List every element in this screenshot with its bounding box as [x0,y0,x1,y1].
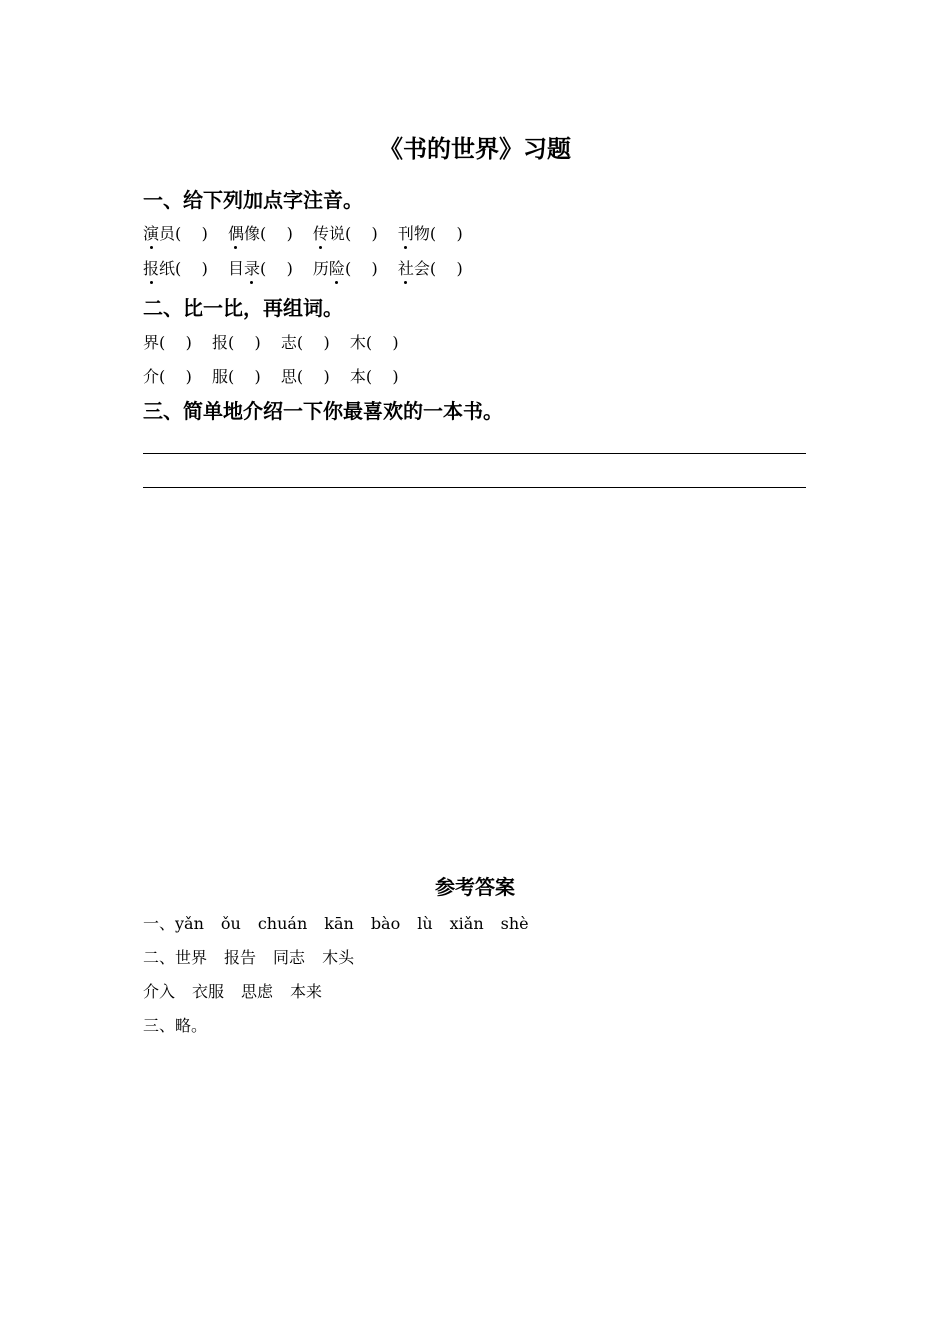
dotted-char: 报 [143,259,160,278]
compare-char: 介 [143,367,160,386]
compare-item [281,332,330,354]
section3-heading: 三、简单地介绍一下你最喜欢的一本书。 [143,399,503,423]
answer-pinyin: kān [324,914,354,933]
compare-char: 界 [143,333,160,352]
dotted-char: 社 [397,259,414,278]
writing-line [143,453,806,454]
answer-blank: ( ) [365,333,399,352]
answer-prefix: 一、 [143,914,176,933]
plain-char: 物 [413,224,430,243]
section1-row-2 [143,258,478,280]
answers-title: 参考答案 [435,875,515,899]
answer-blank: ( ) [227,333,261,352]
answer-pinyin: chuán [257,914,308,933]
compare-item [212,332,261,354]
answer-blank: ( ) [344,224,378,243]
answer-blank: ( ) [296,367,330,386]
plain-char: 员 [159,224,176,243]
answer-line-3 [143,981,322,1003]
section2-heading: 二、比一比，再组词。 [143,296,343,320]
compare-char: 本 [349,367,366,386]
answer-word: 思虑 [241,982,274,1001]
compare-char: 志 [280,333,297,352]
answer-blank: ( ) [429,259,463,278]
answer-word: 本来 [290,982,323,1001]
dotted-char: 演 [143,224,160,243]
compare-item [212,366,261,388]
compare-char: 服 [211,367,228,386]
answer-word: 世界 [175,948,208,967]
writing-line [143,487,806,488]
answer-line-1 [143,913,529,935]
dotted-char: 险 [328,259,345,278]
answer-blank: ( ) [159,333,192,352]
answer-pinyin: lù [417,914,433,933]
compare-item [350,366,399,388]
compare-item [281,366,330,388]
plain-char: 说 [328,224,345,243]
pinyin-item [398,223,463,245]
plain-char: 会 [413,259,430,278]
answer-prefix: 二、 [143,948,176,967]
answer-blank: ( ) [259,224,293,243]
page-title: 《书的世界》习题 [379,134,571,163]
answer-blank: ( ) [429,224,463,243]
section2-row-2 [143,366,414,388]
plain-char: 纸 [159,259,176,278]
dotted-char: 录 [243,259,260,278]
answer-blank: ( ) [175,259,208,278]
answer-word: 木头 [322,948,355,967]
compare-item [350,332,399,354]
compare-item [143,366,192,388]
answer-pinyin: yǎn [175,914,204,933]
answer-blank: ( ) [259,259,293,278]
pinyin-item [143,223,208,245]
dotted-char: 传 [312,224,329,243]
answer-blank: ( ) [365,367,399,386]
pinyin-item [228,223,293,245]
pinyin-item [398,258,463,280]
answer-pinyin: ǒu [220,914,241,933]
answer-pinyin: xiǎn [449,914,484,933]
answer-word: 报告 [224,948,257,967]
section2-row-1 [143,332,414,354]
dotted-char: 刊 [397,224,414,243]
answer-word: 同志 [273,948,306,967]
pinyin-item [143,258,208,280]
compare-char: 报 [211,333,228,352]
compare-char: 木 [349,333,366,352]
section1-heading: 一、给下列加点字注音。 [143,188,363,212]
answer-line-2 [143,947,354,969]
plain-char: 目 [227,259,244,278]
answer-blank: ( ) [175,224,208,243]
section1-row-1 [143,223,478,245]
pinyin-item [313,258,378,280]
answer-pinyin: bào [370,914,401,933]
answer-word: 衣服 [192,982,225,1001]
answer-blank: ( ) [344,259,378,278]
plain-char: 像 [243,224,260,243]
dotted-char: 偶 [227,224,244,243]
answer-line-4: 三、略。 [143,1016,208,1035]
plain-char: 历 [312,259,329,278]
answer-blank: ( ) [296,333,330,352]
answer-pinyin: shè [500,914,529,933]
answer-word: 介入 [143,982,176,1001]
pinyin-item [228,258,293,280]
answer-blank: ( ) [159,367,192,386]
compare-char: 思 [280,367,297,386]
compare-item [143,332,192,354]
answer-blank: ( ) [227,367,261,386]
pinyin-item [313,223,378,245]
